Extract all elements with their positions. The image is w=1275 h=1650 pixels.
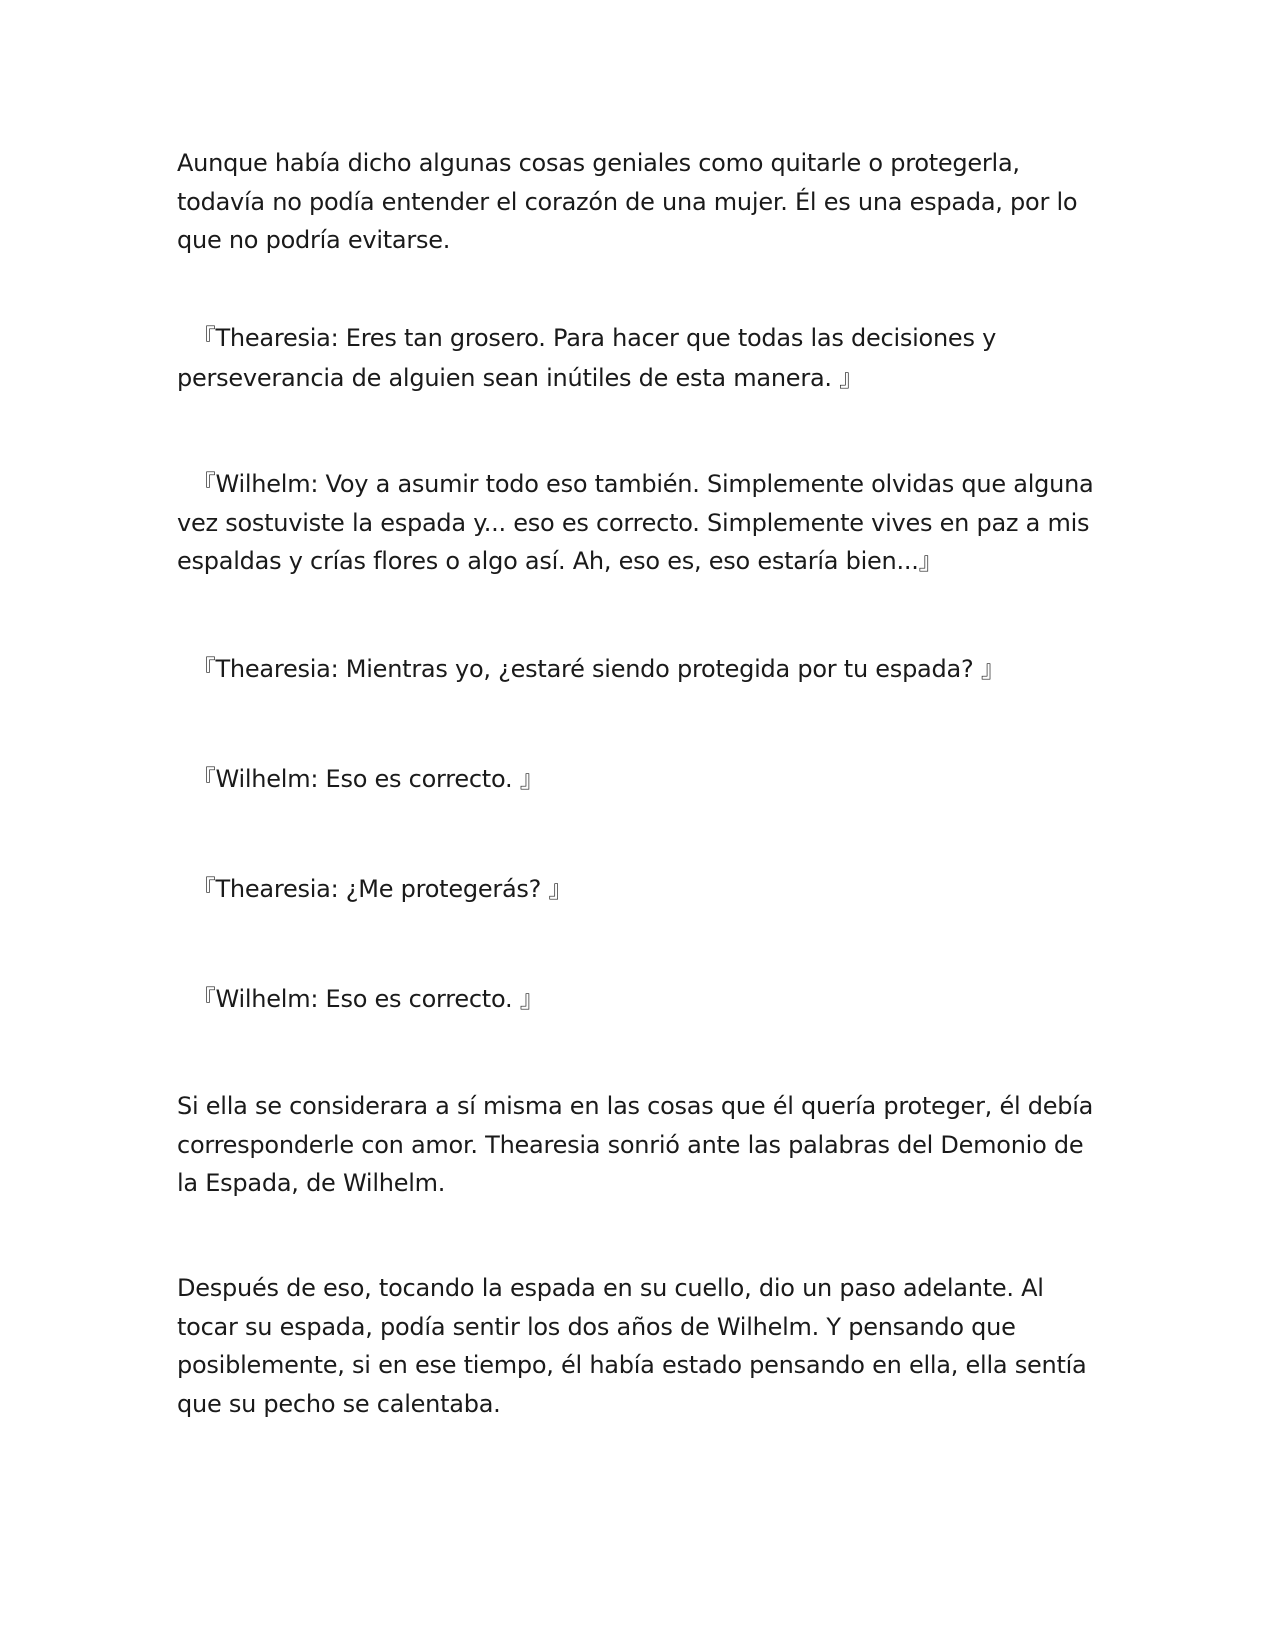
dialogue-wilhelm-2: 『Wilhelm: Eso es correcto. 』 <box>177 765 544 793</box>
narration-paragraph-1: Aunque había dicho algunas cosas geniales como quitarle o protegerla, todavía no podía entender el corazón de una mujer. Él es una espada, por lo que no podría evitarse. <box>177 149 1085 254</box>
dialogue-thearesia-3: 『Thearesia: ¿Me protegerás? 』 <box>177 875 573 903</box>
dialogue-thearesia-2: 『Thearesia: Mientras yo, ¿estaré siendo protegida por tu espada? 』 <box>177 655 1005 683</box>
narration-paragraph-2: Si ella se considerara a sí misma en las cosas que él quería proteger, él debía corresponderle con amor. Thearesia sonrió ante las palabras del Demonio de la Espada, de Wilhelm. <box>177 1092 1101 1197</box>
dialogue-wilhelm-3: 『Wilhelm: Eso es correcto. 』 <box>177 985 544 1013</box>
dialogue-thearesia-1: 『Thearesia: Eres tan grosero. Para hacer que todas las decisiones y perseverancia de alguien sean inútiles de esta manera. 』 <box>177 324 1004 392</box>
narration-paragraph-3: Después de eso, tocando la espada en su cuello, dio un paso adelante. Al tocar su espada, podía sentir los dos años de Wilhelm. Y pensando que posiblemente, si en ese tiempo, él había estado pensando en ella, ella sentía que su pecho se calentaba. <box>177 1274 1094 1418</box>
dialogue-wilhelm-1: 『Wilhelm: Voy a asumir todo eso también. Simplemente olvidas que alguna vez sostuviste la espada y... eso es correcto. Simplemente vives en paz a mis espaldas y crías flores o algo así. Ah, eso es, eso estaría bien...』 <box>177 470 1101 575</box>
